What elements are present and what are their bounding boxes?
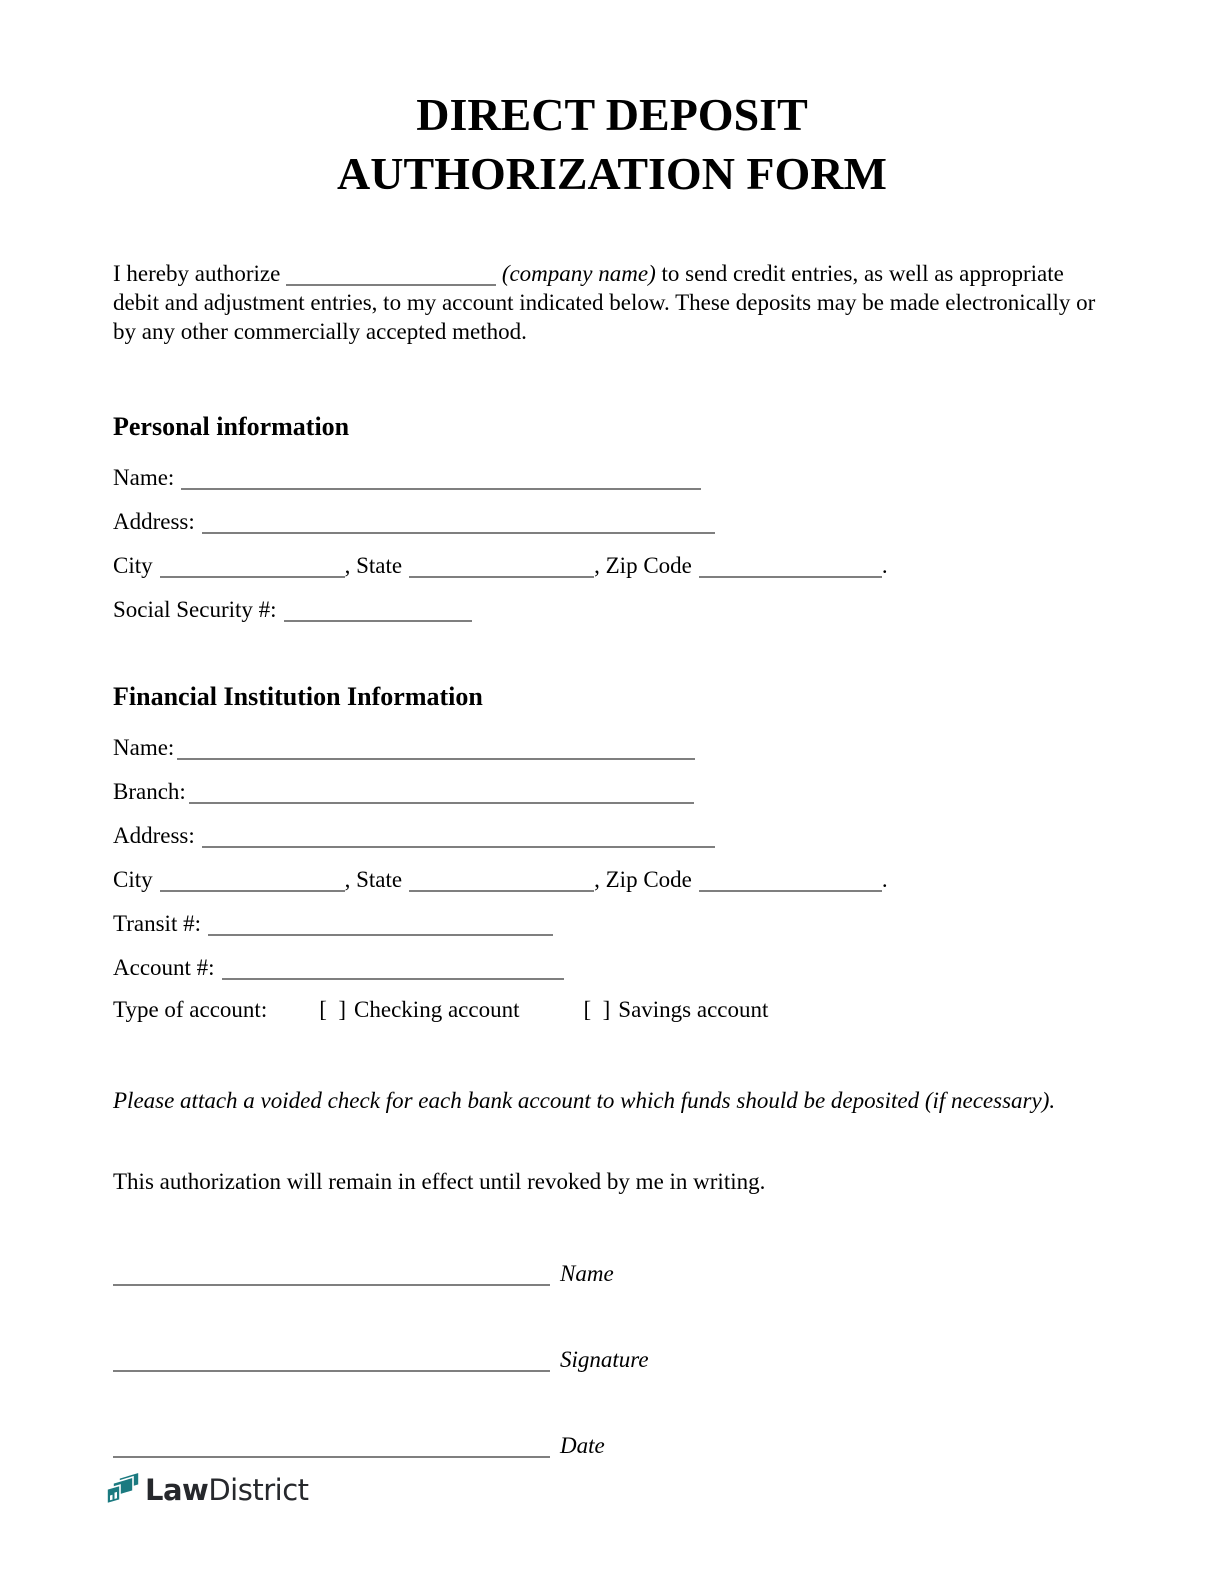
personal-address-row [113,506,1111,536]
savings-checkbox[interactable]: [ ] [583,996,611,1022]
form-title [113,86,1111,204]
financial-account-label: Account #: [113,954,215,980]
financial-city-label: City [113,866,153,892]
financial-address-label: Address: [113,822,195,848]
signature-signature-row [113,1344,1111,1374]
signature-signature-blank[interactable] [113,1344,550,1372]
financial-address-blank[interactable] [202,820,715,848]
personal-name-blank[interactable] [181,462,701,490]
financial-name-label: Name: [113,734,175,760]
signature-name-blank[interactable] [113,1258,550,1286]
personal-ssn-label: Social Security #: [113,596,277,622]
account-type-row [113,996,1111,1024]
personal-ssn-row [113,594,1111,624]
intro-lead: I hereby authorize [113,260,281,286]
signature-date-label: Date [560,1432,605,1458]
personal-city-blank[interactable] [160,550,345,578]
financial-account-blank[interactable] [222,952,564,980]
lawdistrict-logo-icon [106,1470,140,1510]
financial-name-blank[interactable] [177,732,695,760]
financial-state-label: , State [344,866,403,892]
signature-signature-label: Signature [560,1346,649,1372]
personal-zip-label: , Zip Code [594,552,692,578]
personal-city-row [113,550,1111,580]
financial-account-row [113,952,1111,982]
financial-city-row-end: . [881,866,888,892]
lawdistrict-logo-law: Law [145,1473,209,1507]
checking-account-option [319,996,519,1024]
intro-tail: to send credit entries, as well as appropriate debit and adjustment entries, to my account indicated below. These deposits may be made electronically or by any other commercially accepted method. [113,260,1096,344]
signature-date-row [113,1430,1111,1460]
personal-city-label: City [113,552,153,578]
financial-state-blank[interactable] [409,864,594,892]
personal-state-label: , State [344,552,403,578]
checking-account-label: Checking account [354,996,520,1022]
personal-address-blank[interactable] [202,506,715,534]
checking-checkbox[interactable]: [ ] [319,996,347,1022]
personal-name-row [113,462,1111,492]
financial-address-row [113,820,1111,850]
account-type-label: Type of account: [113,996,268,1022]
financial-city-row [113,864,1111,894]
savings-account-label: Savings account [618,996,769,1022]
financial-transit-blank[interactable] [208,908,553,936]
personal-address-label: Address: [113,508,195,534]
personal-ssn-blank[interactable] [284,594,472,622]
financial-city-blank[interactable] [160,864,345,892]
personal-info-heading: Personal information [113,411,350,441]
financial-branch-blank[interactable] [189,776,694,804]
company-name-blank[interactable] [286,258,496,286]
personal-state-blank[interactable] [409,550,594,578]
financial-info-heading: Financial Institution Information [113,681,483,711]
financial-zip-label: , Zip Code [594,866,692,892]
financial-name-row [113,732,1111,762]
lawdistrict-logo [106,1470,309,1510]
personal-city-row-end: . [881,552,888,578]
financial-transit-row [113,908,1111,938]
voided-check-note: Please attach a voided check for each bank account to which funds should be deposited (if necessary). [113,1087,1056,1113]
intro-paragraph [113,258,1111,346]
personal-zip-blank[interactable] [699,550,882,578]
signature-date-blank[interactable] [113,1430,550,1458]
signature-name-label: Name [560,1260,614,1286]
personal-name-label: Name: [113,464,175,490]
financial-branch-row [113,776,1111,806]
company-name-hint: (company name) [501,260,656,286]
form-title-line2: AUTHORIZATION FORM [337,147,887,199]
lawdistrict-logo-district: District [208,1473,309,1507]
financial-zip-blank[interactable] [699,864,882,892]
financial-transit-label: Transit #: [113,910,201,936]
signature-name-row [113,1258,1111,1288]
form-title-line1: DIRECT DEPOSIT [416,89,808,140]
financial-branch-label: Branch: [113,778,186,804]
lawdistrict-logo-text [145,1473,309,1507]
authorization-effect-note: This authorization will remain in effect until revoked by me in writing. [113,1168,766,1194]
savings-account-option [583,996,768,1024]
